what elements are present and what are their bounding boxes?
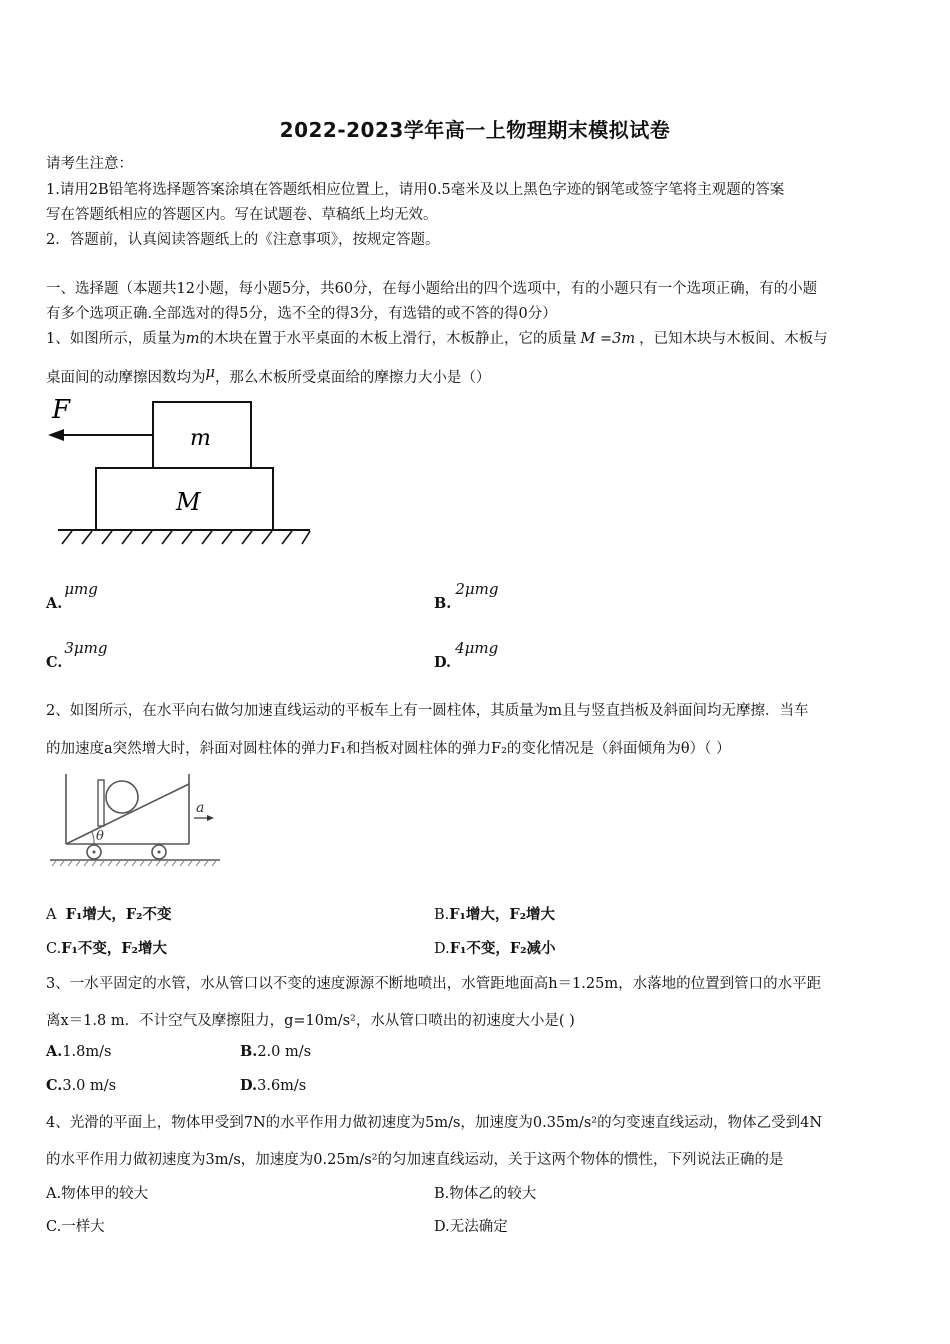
q1-text-e: ，那么木板所受桌面给的摩擦力大小是（） (214, 370, 491, 386)
q2-option-d-text: F₁不变，F₂减小 (449, 940, 556, 957)
q1-text-d: 桌面间的动摩擦因数均为 (46, 370, 206, 386)
q1-text-c: ，已知木块与木板间、木板与 (639, 331, 828, 347)
q4-option-b[interactable] (434, 1182, 536, 1203)
accel-arrow-head (207, 815, 214, 821)
q3-option-a[interactable] (46, 1043, 111, 1060)
q3-option-c-label: C. (46, 1077, 63, 1094)
q1-option-a-label: A. (46, 595, 63, 612)
q1-var-Meq: M =3m (580, 331, 636, 347)
q4-option-a[interactable] (46, 1182, 148, 1203)
q4-option-c[interactable] (46, 1215, 105, 1236)
q3-line-2: 离x＝1.8 m．不计空气及摩擦阻力，g=10m/s²，水从管口喷出的初速度大小是( ) (46, 1013, 575, 1029)
q1-fig-label-M: M (176, 488, 201, 516)
q3-option-b-text: 2.0 m/s (257, 1044, 312, 1060)
q4-option-b-text: 物体乙的较大 (449, 1186, 537, 1202)
wheel-left-hub (93, 851, 96, 854)
q4-option-d-text: 无法确定 (449, 1219, 508, 1235)
vertical-baffle (98, 780, 104, 826)
q1-line-1 (46, 327, 828, 348)
q1-option-d-label: D. (434, 654, 452, 671)
q1-var-m: m (185, 331, 200, 347)
q1-option-b-value: 2μmg (455, 580, 499, 598)
q1-fig-label-F: F (52, 395, 71, 425)
cylinder (106, 781, 138, 813)
q2-option-d-label: D. (434, 941, 450, 957)
notice-item-2: 2．答题前，认真阅读答题纸上的《注意事项》，按规定答题。 (46, 232, 440, 248)
q1-option-c-value: 3μmg (64, 639, 108, 657)
q4-option-d-label: D. (434, 1219, 450, 1235)
q2-fig-label-a: a (196, 800, 205, 816)
q3-option-b[interactable] (240, 1043, 311, 1060)
q1-option-c[interactable] (46, 639, 108, 671)
q1-option-a-value: μmg (64, 580, 98, 598)
q2-option-b-label: B. (434, 907, 450, 923)
notice-item-1a: 1.请用2B铅笔将选择题答案涂填在答题纸相应位置上，请用0.5毫米及以上黑色字迹的钢笔或签字笔将主观题的答案 (46, 182, 785, 198)
q1-option-b-label: B. (434, 595, 452, 612)
q3-option-b-label: B. (240, 1043, 258, 1060)
q2-option-c[interactable] (46, 937, 167, 958)
q2-option-b-text: F₁增大，F₂增大 (449, 906, 556, 923)
q4-option-d[interactable] (434, 1215, 508, 1236)
q3-option-c[interactable] (46, 1077, 116, 1094)
q1-fig-label-m: m (190, 426, 211, 451)
q2-option-a-label: A (46, 907, 57, 923)
q3-option-d-text: 3.6m/s (257, 1078, 307, 1094)
q2-figure-cart-cylinder (46, 768, 226, 868)
q4-line-2: 的水平作用力做初速度为3m/s，加速度为0.25m/s²的匀加速直线运动，关于这两个物体的惯性，下列说法正确的是 (46, 1152, 784, 1168)
q1-text-b: 的木块在置于水平桌面的木板上滑行，木板静止，它的质量 (199, 331, 577, 347)
q2-line-2: 的加速度a突然增大时，斜面对圆柱体的弹力F₁和挡板对圆柱体的弹力F₂的变化情况是（斜面倾角为θ）（ ） (46, 741, 731, 757)
q2-option-c-text: F₁不变，F₂增大 (61, 940, 167, 957)
q3-line-1: 3、一水平固定的水管，水从管口以不变的速度源源不断地喷出，水管距地面高h＝1.25m，水落地的位置到管口的水平距 (46, 976, 822, 992)
notice-item-1b: 写在答题纸相应的答题区内。写在试题卷、草稿纸上均无效。 (46, 207, 438, 223)
theta-arc (92, 832, 94, 844)
q2-option-b[interactable] (434, 903, 555, 924)
q3-option-a-text: 1.8m/s (62, 1044, 112, 1060)
q2-option-a-text: F₁增大，F₂不变 (65, 906, 172, 923)
section-header-line-2: 有多个选项正确.全部选对的得5分，选不全的得3分，有选错的或不答的得0分） (46, 306, 557, 322)
q1-option-d[interactable] (434, 639, 499, 671)
wheel-right-hub (158, 851, 161, 854)
q4-option-a-text: 物体甲的较大 (61, 1186, 149, 1202)
q1-option-a[interactable] (46, 580, 98, 612)
q2-line-1: 2、如图所示，在水平向右做匀加速直线运动的平板车上有一圆柱体，其质量为m且与竖直挡板及斜面间均无摩擦．当车 (46, 703, 809, 719)
q4-option-c-label: C. (46, 1219, 62, 1235)
q3-option-a-label: A. (46, 1043, 63, 1060)
q2-fig-label-theta: θ (96, 829, 104, 844)
section-header-line-1: 一、选择题（本题共12小题，每小题5分，共60分，在每小题给出的四个选项中，有的小题只有一个选项正确，有的小题 (46, 281, 818, 297)
q2-option-d[interactable] (434, 937, 556, 958)
q3-option-c-text: 3.0 m/s (62, 1078, 117, 1094)
notice-heading: 请考生注意： (46, 156, 133, 172)
q1-line-2 (46, 366, 490, 387)
ground-hatching (62, 531, 310, 544)
q2-option-c-label: C. (46, 941, 62, 957)
q4-option-b-label: B. (434, 1186, 450, 1202)
page-title: 2022-2023学年高一上物理期末模拟试卷 (279, 118, 671, 142)
q1-figure-block-on-board (40, 392, 330, 552)
q4-option-a-label: A. (46, 1186, 62, 1202)
q2-ground-hatching (52, 861, 216, 866)
q3-option-d[interactable] (240, 1077, 306, 1094)
q1-option-c-label: C. (46, 654, 63, 671)
q2-option-a[interactable] (46, 903, 172, 924)
q1-option-d-value: 4μmg (455, 639, 499, 657)
q1-option-b[interactable] (434, 580, 499, 612)
q4-option-c-text: 一样大 (61, 1219, 105, 1235)
q1-text-a: 1、如图所示，质量为 (46, 331, 186, 347)
q4-line-1: 4、光滑的平面上，物体甲受到7N的水平作用力做初速度为5m/s，加速度为0.35m/s²的匀变速直线运动，物体乙受到4N (46, 1115, 823, 1131)
q3-option-d-label: D. (240, 1077, 258, 1094)
q1-var-mu: μ (205, 365, 215, 381)
force-arrow-head (48, 429, 64, 441)
